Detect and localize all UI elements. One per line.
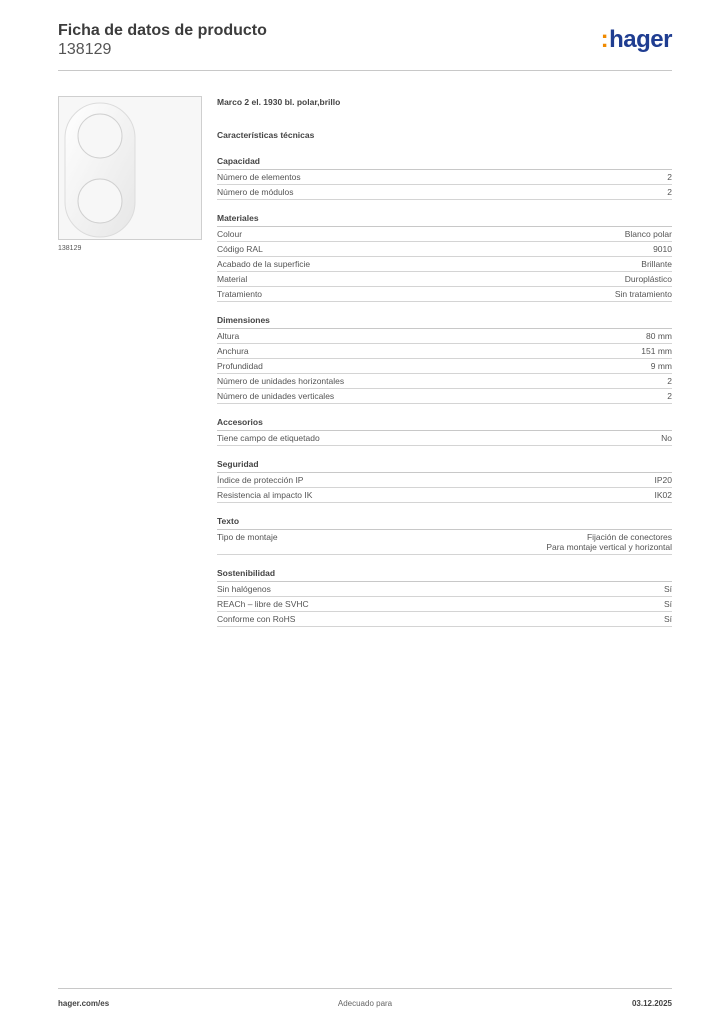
spec-value-line: 2: [667, 172, 672, 182]
spec-value: [655, 475, 673, 485]
spec-row: [217, 389, 672, 404]
product-name: Marco 2 el. 1930 bl. polar,brillo: [217, 97, 341, 107]
spec-section: [217, 516, 672, 555]
spec-row: [217, 329, 672, 344]
spec-value-line: 2: [667, 391, 672, 401]
hager-logo: [601, 26, 672, 54]
spec-value: [667, 376, 672, 386]
section-title: Capacidad: [217, 156, 672, 170]
spec-label: Tiene campo de etiquetado: [217, 433, 320, 443]
spec-section: [217, 417, 672, 446]
spec-label: Profundidad: [217, 361, 263, 371]
section-title: Materiales: [217, 213, 672, 227]
spec-row: [217, 227, 672, 242]
spec-value-line: No: [661, 433, 672, 443]
spec-value: [646, 331, 672, 341]
spec-value-line: Sí: [663, 599, 672, 609]
spec-row: [217, 473, 672, 488]
spec-value: [664, 584, 672, 594]
spec-value: [667, 187, 672, 197]
spec-row: [217, 374, 672, 389]
spec-section: [217, 568, 672, 627]
product-details: [217, 96, 672, 627]
spec-value-line: Duroplástico: [624, 274, 672, 284]
spec-sections: [217, 156, 672, 627]
logo-text: hager: [609, 26, 672, 53]
spec-row: [217, 612, 672, 627]
spec-value-line: Sí: [663, 614, 672, 624]
spec-label: Colour: [217, 229, 243, 239]
spec-value: [655, 490, 673, 500]
spec-value: [615, 289, 672, 299]
spec-row: [217, 242, 672, 257]
footer-center-text: Adecuado para: [337, 999, 393, 1008]
spec-label: Número de módulos: [217, 187, 294, 197]
spec-value-line: 151 mm: [641, 346, 672, 356]
spec-value: [641, 346, 672, 356]
spec-value: [641, 259, 672, 269]
spec-row: [217, 431, 672, 446]
spec-row: [217, 287, 672, 302]
spec-section: [217, 459, 672, 503]
spec-value-line: 9 mm: [650, 361, 672, 371]
spec-row: [217, 359, 672, 374]
spec-label: Número de unidades verticales: [217, 391, 335, 401]
spec-value-line: Fijación de conectores: [586, 532, 672, 542]
product-number: 138129: [58, 41, 112, 58]
spec-row: [217, 185, 672, 200]
spec-row: [217, 597, 672, 612]
spec-label: Material: [217, 274, 248, 284]
section-title: Texto: [217, 516, 672, 530]
spec-value-line: Blanco polar: [624, 229, 672, 239]
spec-section: [217, 315, 672, 404]
technical-characteristics-heading: Características técnicas: [217, 130, 315, 140]
section-title: Seguridad: [217, 459, 672, 473]
footer-website: hager.com/es: [58, 999, 110, 1008]
spec-value-line: Sin tratamiento: [614, 289, 672, 299]
spec-row: [217, 257, 672, 272]
spec-label: Altura: [217, 331, 240, 341]
spec-label: Tratamiento: [217, 289, 263, 299]
product-image: [58, 96, 202, 240]
spec-value: [664, 599, 672, 609]
spec-value: [664, 614, 672, 624]
image-caption: 138129: [58, 245, 82, 252]
spec-label: Sin halógenos: [217, 584, 271, 594]
spec-row: [217, 344, 672, 359]
spec-value-line: Brillante: [641, 259, 672, 269]
page-footer: [58, 988, 672, 1019]
spec-row: [217, 488, 672, 503]
spec-label: Código RAL: [217, 244, 263, 254]
spec-value: [667, 172, 672, 182]
spec-value: [546, 532, 672, 552]
spec-section: [217, 213, 672, 302]
document-title: Ficha de datos de producto: [58, 22, 267, 39]
spec-label: Índice de protección IP: [217, 475, 304, 485]
page-header: [58, 20, 672, 71]
section-title: Dimensiones: [217, 315, 672, 329]
spec-value-line: 2: [667, 376, 672, 386]
logo-accent-icon: :: [600, 26, 609, 53]
spec-label: REACh – libre de SVHC: [217, 599, 309, 609]
spec-row: [217, 530, 672, 555]
footer-date: 03.12.2025: [631, 999, 672, 1008]
section-title: Sostenibilidad: [217, 568, 672, 582]
spec-value: [625, 274, 672, 284]
spec-value-line: Para montaje vertical y horizontal: [546, 542, 672, 552]
spec-label: Resistencia al impacto IK: [217, 490, 313, 500]
spec-label: Acabado de la superficie: [217, 259, 311, 269]
spec-value-line: 9010: [653, 244, 672, 254]
spec-label: Anchura: [217, 346, 249, 356]
spec-label: Número de elementos: [217, 172, 301, 182]
section-title: Accesorios: [217, 417, 672, 431]
spec-value-line: 80 mm: [646, 331, 672, 341]
spec-value: [625, 229, 672, 239]
spec-label: Número de unidades horizontales: [217, 376, 345, 386]
spec-label: Conforme con RoHS: [217, 614, 296, 624]
spec-label: Tipo de montaje: [217, 532, 278, 542]
double-frame-image: [59, 97, 201, 239]
spec-value: [651, 361, 672, 371]
spec-row: [217, 272, 672, 287]
spec-value-line: 2: [667, 187, 672, 197]
spec-row: [217, 582, 672, 597]
spec-value-line: Sí: [663, 584, 672, 594]
spec-value: [667, 391, 672, 401]
spec-section: [217, 156, 672, 200]
spec-value: [653, 244, 672, 254]
spec-value: [661, 433, 672, 443]
spec-row: [217, 170, 672, 185]
spec-value-line: IP20: [654, 475, 672, 485]
spec-value-line: IK02: [654, 490, 672, 500]
